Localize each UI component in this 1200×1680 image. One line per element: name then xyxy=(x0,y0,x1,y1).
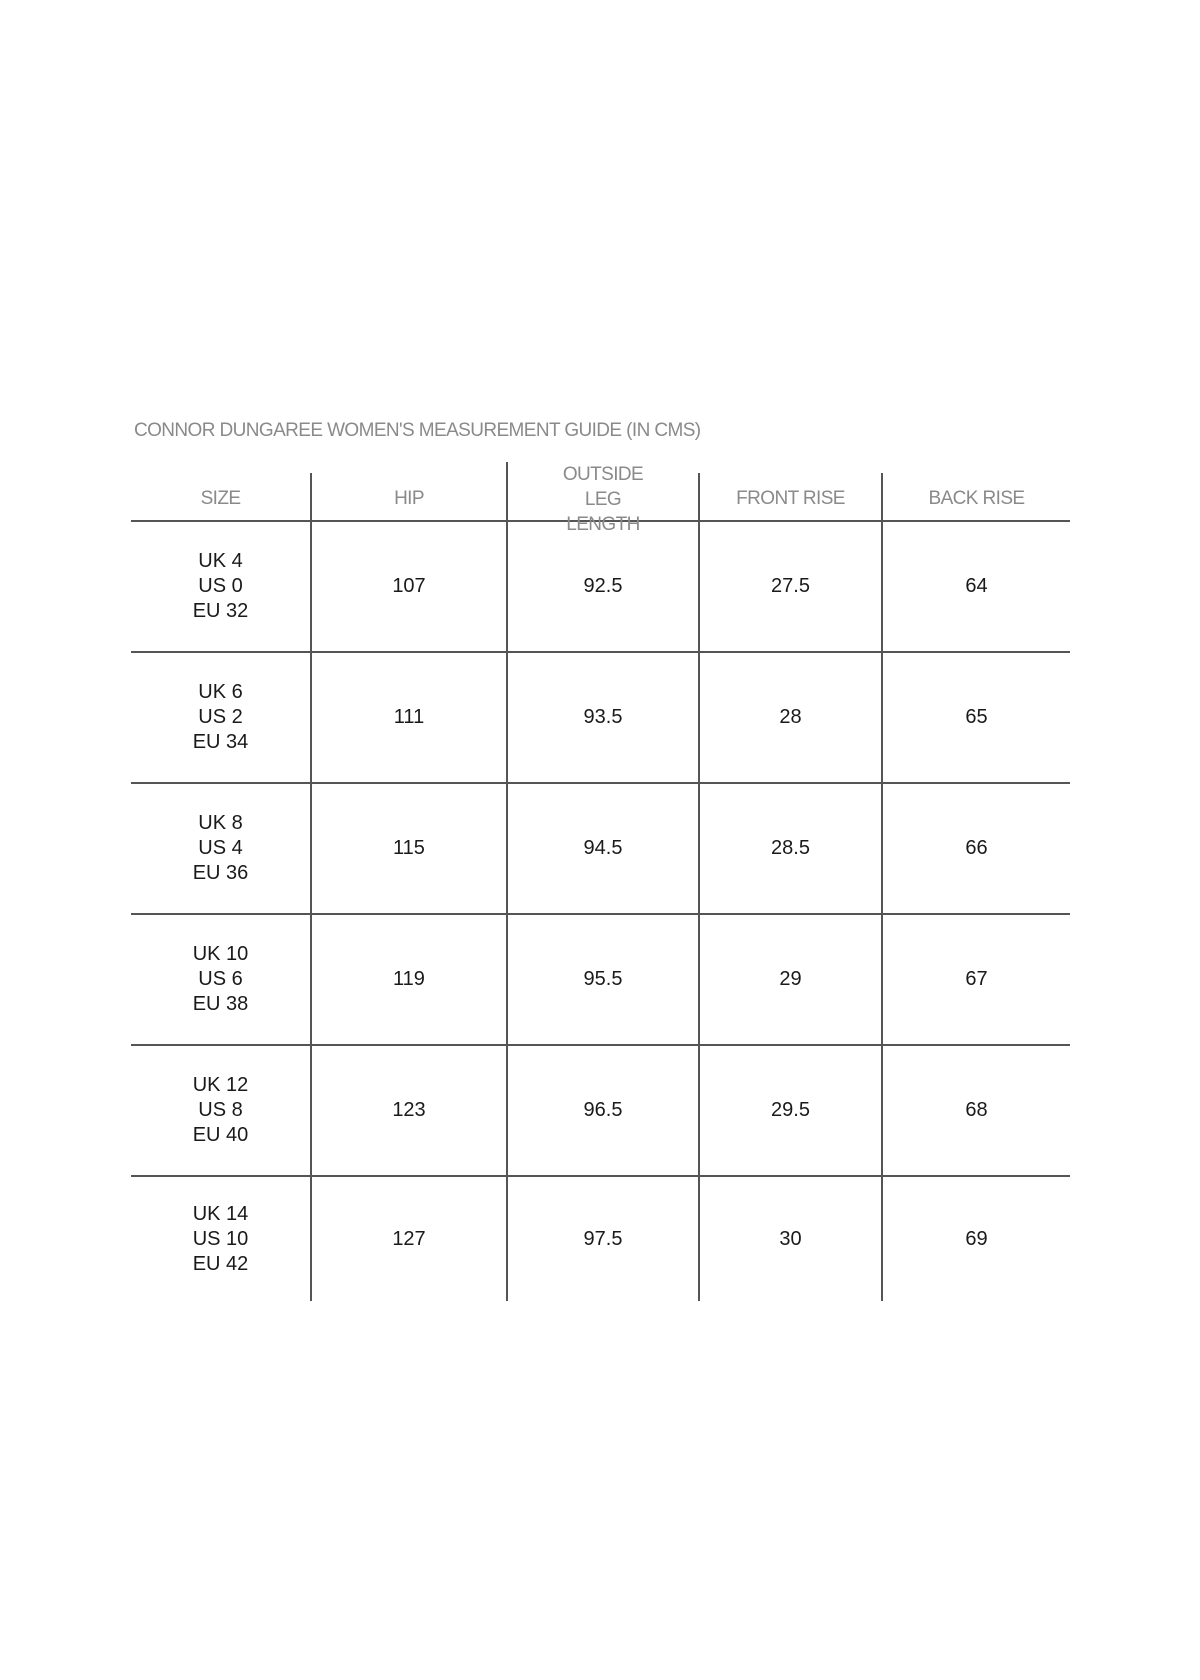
header-outside-leg-length-label: OUTSIDE LEG LENGTH xyxy=(562,464,644,535)
size-cell xyxy=(131,1177,310,1301)
outside-leg-cell: 95.5 xyxy=(506,915,698,1044)
size-uk: UK 6 xyxy=(198,681,243,703)
size-uk: UK 12 xyxy=(192,1074,249,1096)
page-title: CONNOR DUNGAREE WOMEN'S MEASUREMENT GUIDE (IN CMS) xyxy=(134,420,701,441)
back-rise-cell: 67 xyxy=(881,915,1070,1044)
front-rise-cell: 28.5 xyxy=(698,784,881,913)
header-hip: HIP xyxy=(310,473,506,520)
header-outside-leg-length xyxy=(506,462,698,535)
table-row xyxy=(131,784,1070,915)
back-rise-cell: 69 xyxy=(881,1177,1070,1301)
size-cell xyxy=(131,653,310,782)
back-rise-cell: 65 xyxy=(881,653,1070,782)
hip-cell: 115 xyxy=(310,784,506,913)
back-rise-cell: 68 xyxy=(881,1046,1070,1175)
size-uk: UK 14 xyxy=(192,1202,249,1225)
hip-cell: 123 xyxy=(310,1046,506,1175)
size-eu: EU 40 xyxy=(192,1124,249,1146)
header-size: SIZE xyxy=(200,488,241,509)
outside-leg-cell: 94.5 xyxy=(506,784,698,913)
size-eu: EU 36 xyxy=(192,862,249,884)
front-rise-cell: 29.5 xyxy=(698,1046,881,1175)
size-cell xyxy=(131,915,310,1044)
back-rise-cell: 66 xyxy=(881,784,1070,913)
table-row xyxy=(131,915,1070,1046)
size-eu: EU 34 xyxy=(192,731,249,753)
header-back-rise: BACK RISE xyxy=(881,473,1070,520)
outside-leg-cell: 97.5 xyxy=(506,1177,698,1301)
front-rise-cell: 28 xyxy=(698,653,881,782)
table-row xyxy=(131,522,1070,653)
size-cell xyxy=(131,522,310,651)
back-rise-cell: 64 xyxy=(881,522,1070,651)
outside-leg-cell: 96.5 xyxy=(506,1046,698,1175)
size-us: US 0 xyxy=(198,575,243,597)
size-eu: EU 42 xyxy=(192,1252,249,1275)
measurement-table xyxy=(131,464,1070,1301)
size-cell xyxy=(131,784,310,913)
size-us: US 2 xyxy=(198,706,243,728)
size-uk: UK 4 xyxy=(198,550,243,572)
front-rise-cell: 30 xyxy=(698,1177,881,1301)
outside-leg-cell: 93.5 xyxy=(506,653,698,782)
size-us: US 8 xyxy=(198,1099,243,1121)
hip-cell: 127 xyxy=(310,1177,506,1301)
hip-cell: 119 xyxy=(310,915,506,1044)
size-uk: UK 8 xyxy=(198,812,243,834)
size-eu: EU 32 xyxy=(192,600,249,622)
size-us: US 4 xyxy=(198,837,243,859)
table-row xyxy=(131,653,1070,784)
hip-cell: 111 xyxy=(310,653,506,782)
size-us: US 10 xyxy=(192,1227,249,1250)
hip-cell: 107 xyxy=(310,522,506,651)
front-rise-cell: 29 xyxy=(698,915,881,1044)
front-rise-cell: 27.5 xyxy=(698,522,881,651)
size-uk: UK 10 xyxy=(192,943,249,965)
table-row xyxy=(131,1177,1070,1301)
size-cell xyxy=(131,1046,310,1175)
size-us: US 6 xyxy=(198,968,243,990)
outside-leg-cell: 92.5 xyxy=(506,522,698,651)
table-header-row xyxy=(131,464,1070,535)
header-front-rise: FRONT RISE xyxy=(698,473,881,520)
size-eu: EU 38 xyxy=(192,993,249,1015)
table-row xyxy=(131,1046,1070,1177)
